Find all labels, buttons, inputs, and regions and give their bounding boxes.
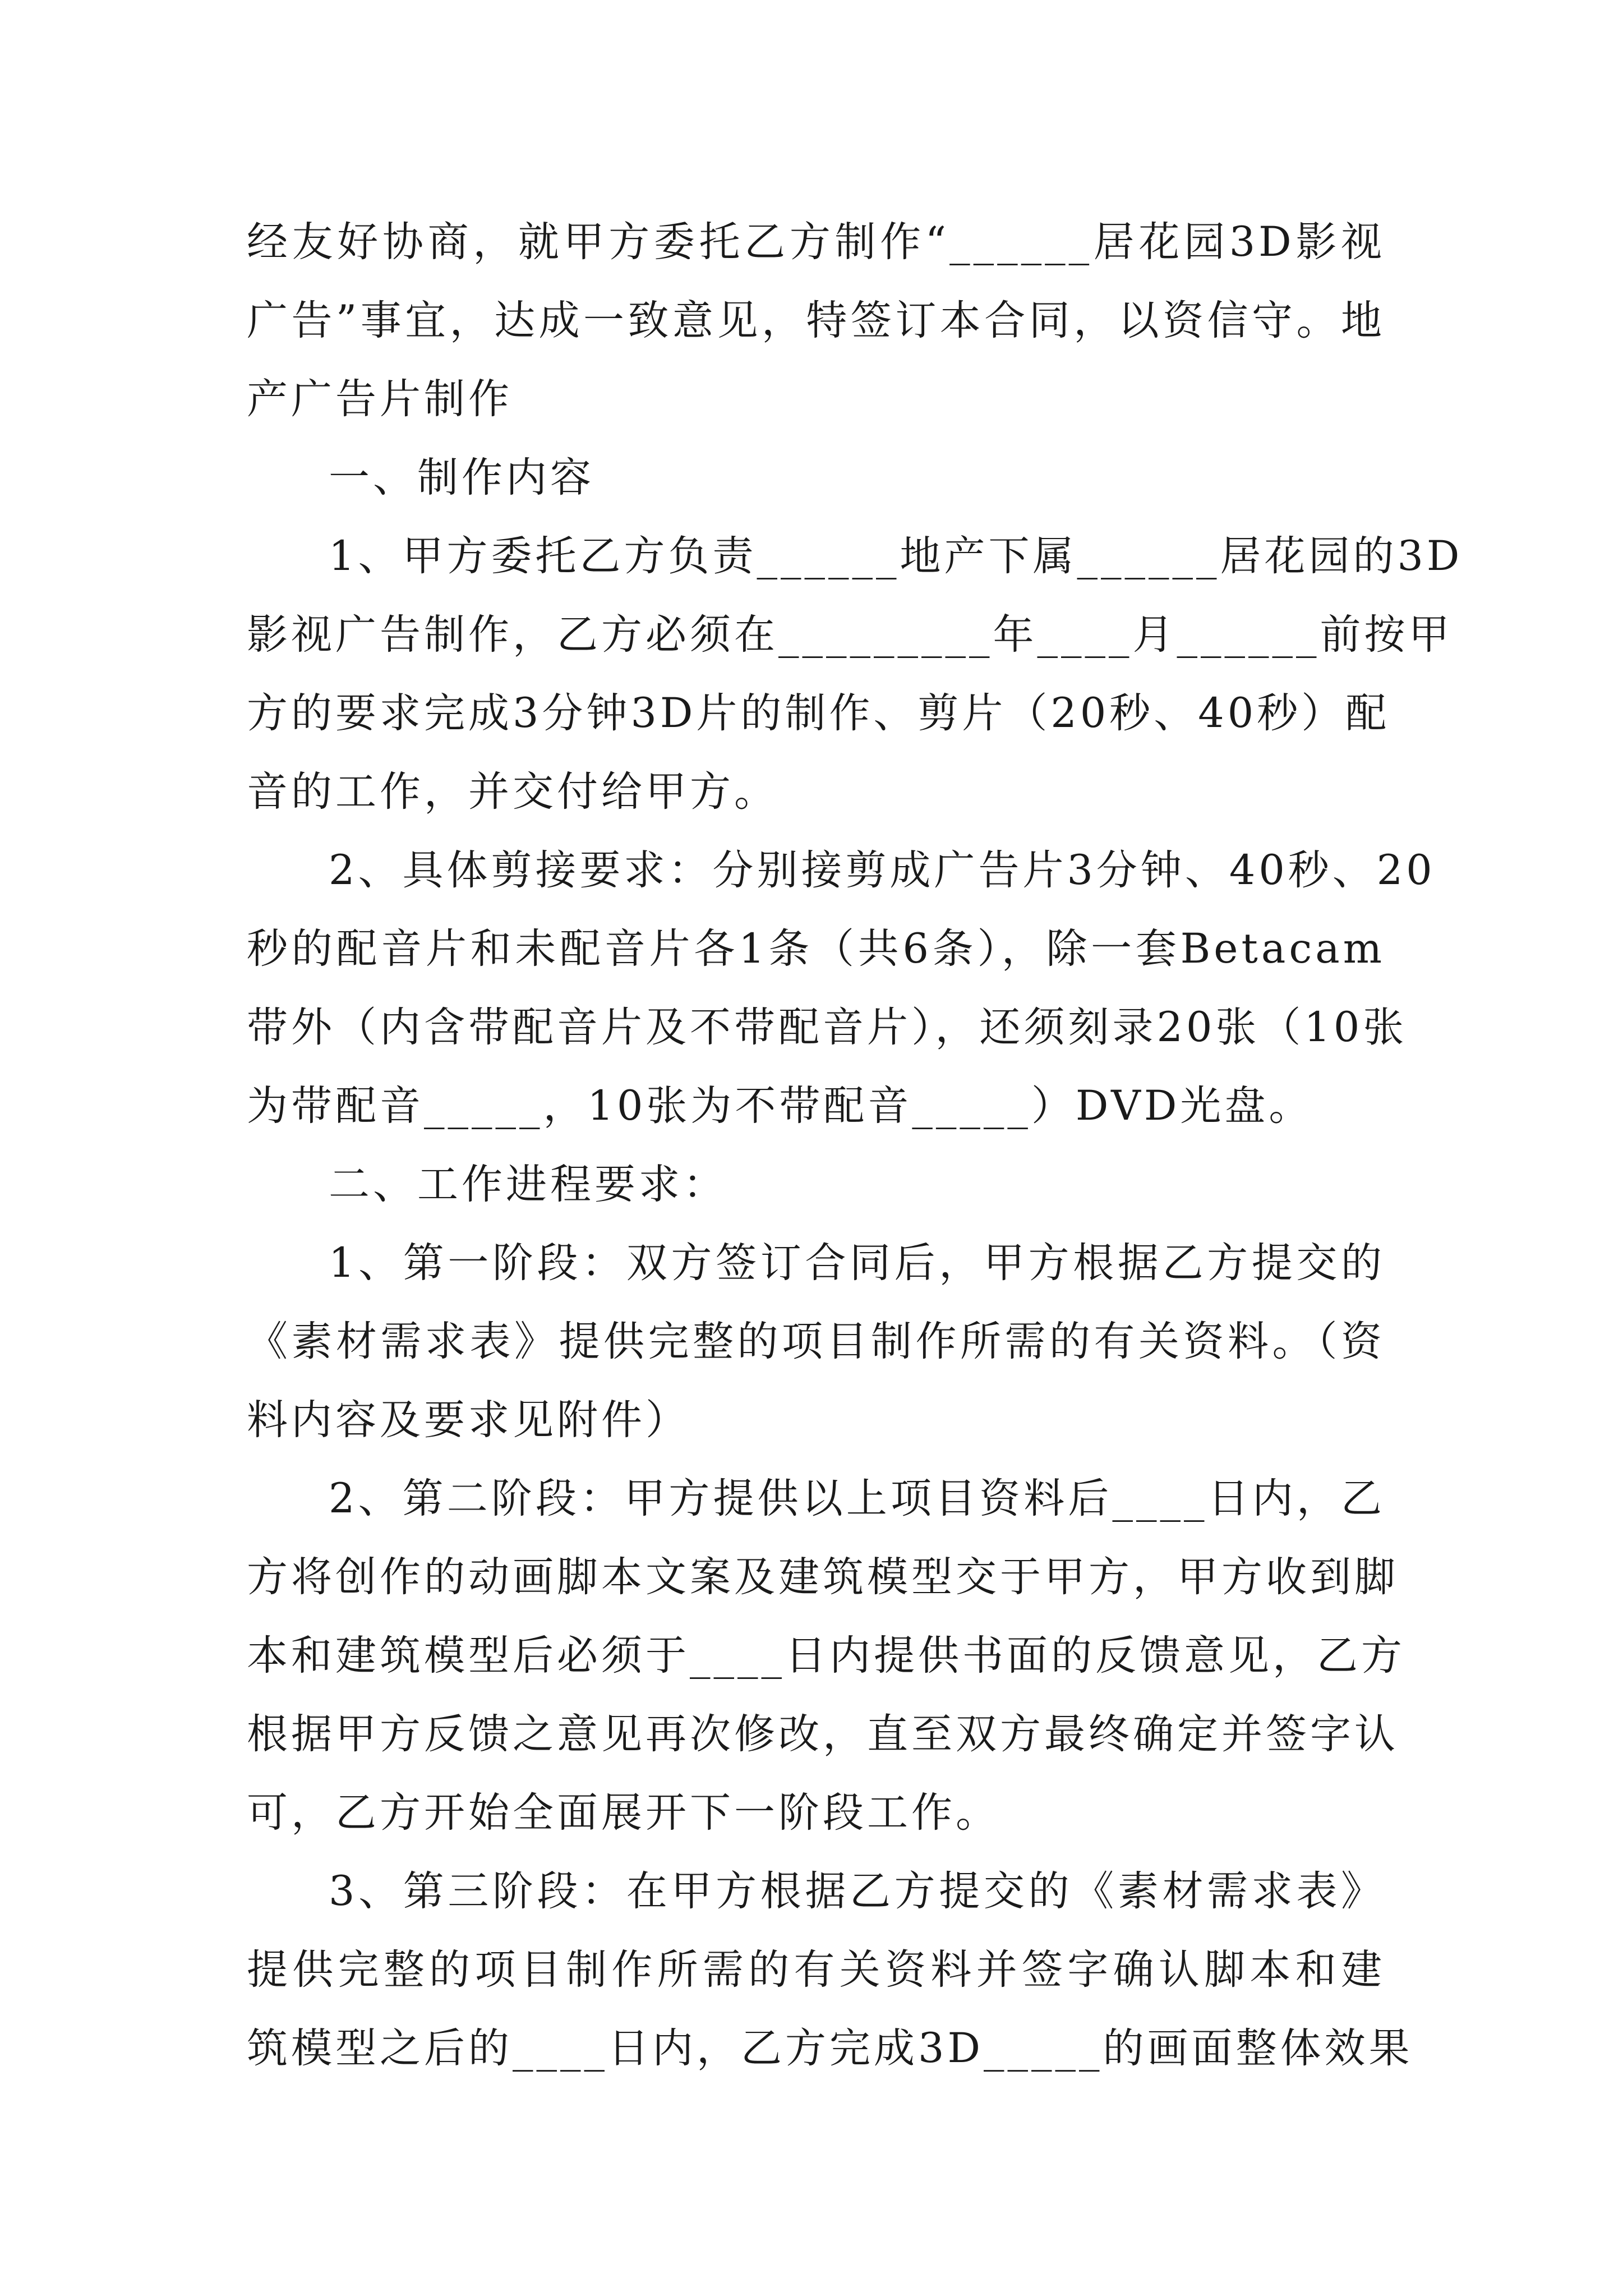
text-line: 音的工作，并交付给甲方。 [247, 768, 778, 816]
section-heading: 二、工作进程要求： [329, 1161, 727, 1208]
text-line: 方将创作的动画脚本文案及建筑模型交于甲方，甲方收到脚 [247, 1553, 1399, 1601]
text-line: 根据甲方反馈之意见再次修改，直至双方最终确定并签字认 [247, 1710, 1399, 1758]
text-line: 带外（内含带配音片及不带配音片），还须刻录20张（10张 [247, 1004, 1408, 1051]
text-line: 为带配音_____，10张为不带配音_____）DVD光盘。 [247, 1082, 1313, 1130]
text-line: 影视广告制作，乙方必须在_________年____月______前按甲 [247, 611, 1453, 659]
text-line: 可，乙方开始全面展开下一阶段工作。 [247, 1789, 1000, 1837]
text-line: 1、甲方委托乙方负责______地产下属______居花园的3D [329, 532, 1463, 580]
text-line: 料内容及要求见附件） [247, 1396, 690, 1444]
contract-body [247, 203, 1463, 2088]
text-line: 广告”事宜，达成一致意见，特签订本合同，以资信守。地 [247, 297, 1385, 344]
section-heading: 一、制作内容 [329, 454, 594, 501]
text-line: 3、第三阶段：在甲方根据乙方提交的《素材需求表》 [329, 1867, 1385, 1915]
text-line: 提供完整的项目制作所需的有关资料并签字确认脚本和建 [247, 1946, 1385, 1994]
text-line: 筑模型之后的____日内，乙方完成3D_____的画面整体效果 [247, 2024, 1413, 2072]
text-line: 2、具体剪接要求：分别接剪成广告片3分钟、40秒、20 [329, 846, 1436, 894]
text-line: 2、第二阶段：甲方提供以上项目资料后____日内，乙 [329, 1475, 1385, 1522]
text-line: 秒的配音片和未配音片各1条（共6条），除一套Betacam [247, 925, 1385, 973]
text-line: 1、第一阶段：双方签订合同后，甲方根据乙方提交的 [329, 1239, 1385, 1287]
text-line: 《素材需求表》提供完整的项目制作所需的有关资料。（资 [247, 1318, 1385, 1365]
text-line: 本和建筑模型后必须于____日内提供书面的反馈意见，乙方 [247, 1632, 1405, 1680]
text-line: 产广告片制作 [247, 375, 513, 423]
text-line: 经友好协商，就甲方委托乙方制作“______居花园3D影视 [247, 218, 1385, 266]
text-line: 方的要求完成3分钟3D片的制作、剪片（20秒、40秒）配 [247, 689, 1390, 737]
